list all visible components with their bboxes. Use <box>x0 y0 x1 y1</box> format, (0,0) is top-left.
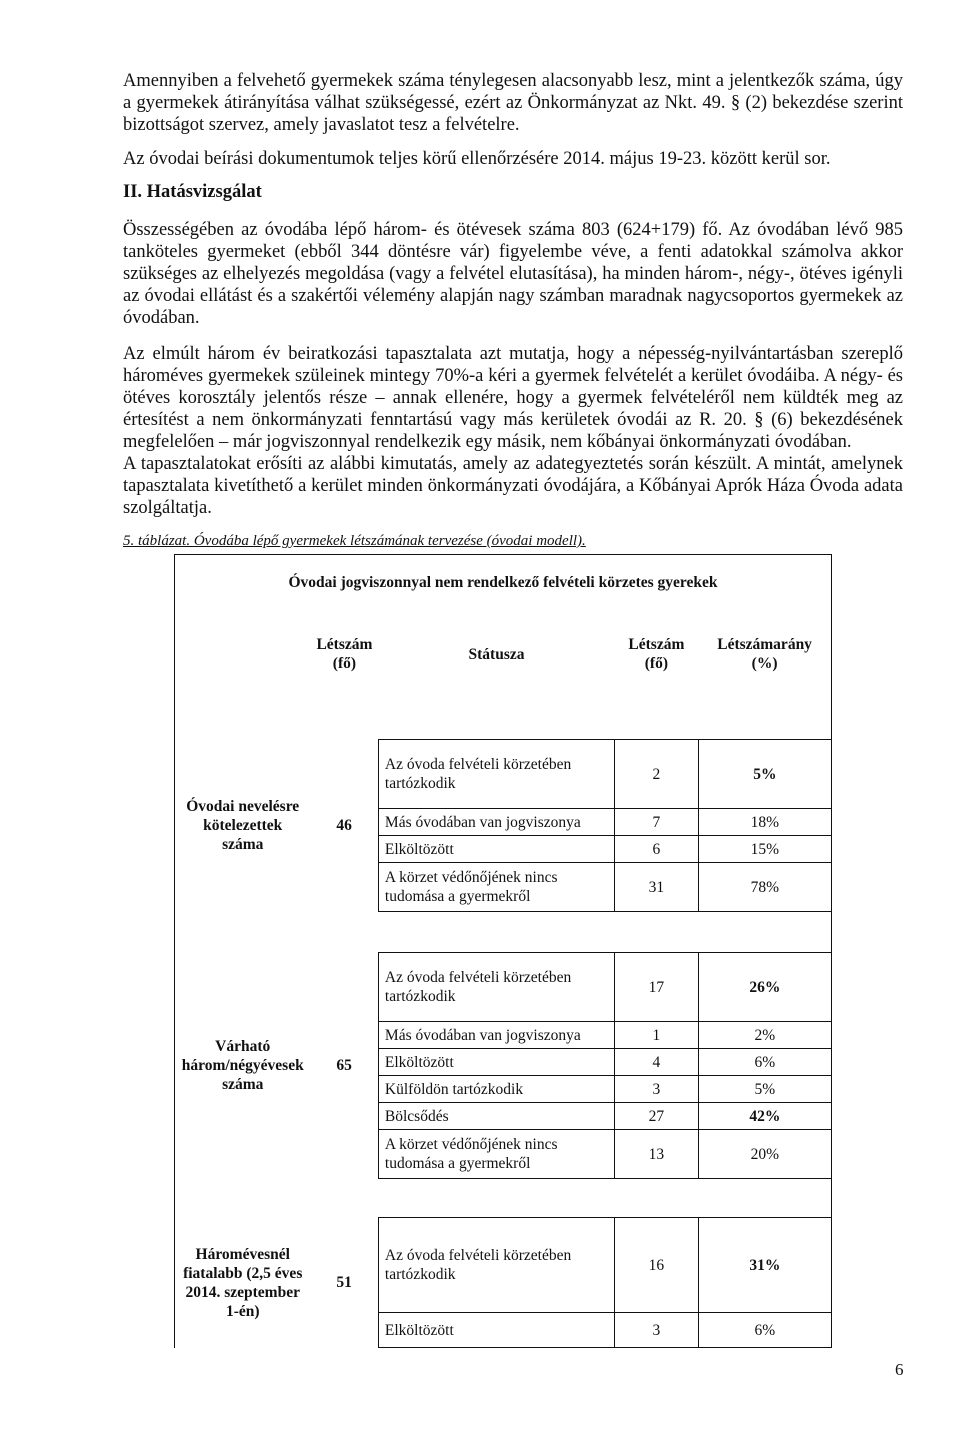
ratio-cell: 78% <box>698 863 831 912</box>
section-heading: II. Hatásvizsgálat <box>123 182 262 202</box>
ratio-cell: 20% <box>698 1130 831 1179</box>
ratio-cell: 18% <box>698 809 831 836</box>
ratio-cell: 42% <box>698 1103 831 1130</box>
status-cell: Bölcsődés <box>378 1103 614 1130</box>
table-header-row <box>175 609 832 699</box>
page-number: 6 <box>895 1360 904 1379</box>
header-count-1 <box>310 609 378 699</box>
intro-paragraph-1: Amennyiben a felvehető gyermekek száma ténylegesen alacsonyabb lesz, mint a jelentkezők száma, úgy a gyermekek átirányítása válhat szükségessé, ezért az Önkormányzat az Nkt. 49. § (2) bekezdése szerint bizottságot szervez, amely javaslatot tesz a felvételre. <box>123 71 903 135</box>
header-ratio-unit: (%) <box>751 655 778 672</box>
group-label <box>175 1218 311 1348</box>
status-cell: Más óvodában van jogviszonya <box>378 1022 614 1049</box>
section-paragraph-2: Az elmúlt három év beiratkozási tapasztalata azt mutatja, hogy a népesség-nyilvántartásban szereplő hároméves gyermekek szüleinek mintegy 70%-a kéri a gyermek felvételét a kerület óvodáiba. A négy- és ötéves korosztály jelentős része – annak ellenére, hogy a gyermek felvételéről nem küldték meg az értesítést a nem önkormányzati fenntartású vagy más kerületek óvodái az R. 20. § (6) bekezdésének megfelelően – már jogviszonnyal rendelkezik egy másik, nem kőbányai önkormányzati óvodában. <box>123 344 903 452</box>
ratio-cell: 5% <box>698 740 831 809</box>
ratio-cell: 15% <box>698 836 831 863</box>
document-page <box>123 70 903 1348</box>
ratio-cell: 6% <box>698 1313 831 1348</box>
count-cell: 13 <box>615 1130 699 1179</box>
header-status: Státusza <box>468 645 525 663</box>
status-cell: Más óvodában van jogviszonya <box>378 809 614 836</box>
status-cell: Elköltözött <box>378 1313 614 1348</box>
count-cell: 31 <box>615 863 699 912</box>
status-cell: Elköltözött <box>378 1049 614 1076</box>
header-count-1-label: Létszám <box>316 636 373 653</box>
section-paragraph-3: A tapasztalatokat erősíti az alábbi kimutatás, amely az adategyeztetés során készült. A mintát, amelynek tapasztalata kivetíthető a kerület minden önkormányzati óvodájára, a Kőbányai Aprók Háza Óvoda adata szolgáltatja. <box>123 454 903 518</box>
group-label-line: kötelezettek <box>203 817 283 834</box>
group-label-line: száma <box>222 1076 264 1093</box>
header-ratio <box>698 609 831 699</box>
count-cell: 17 <box>615 953 699 1022</box>
status-cell: Az óvoda felvételi körzetében tartózkodik <box>378 953 614 1022</box>
status-cell: Az óvoda felvételi körzetében tartózkodik <box>378 740 614 809</box>
group-spacer-row <box>175 912 832 953</box>
status-cell: Külföldön tartózkodik <box>378 1076 614 1103</box>
count-cell: 2 <box>615 740 699 809</box>
group-label <box>175 740 311 912</box>
count-cell: 27 <box>615 1103 699 1130</box>
ratio-cell: 26% <box>698 953 831 1022</box>
count-cell: 1 <box>615 1022 699 1049</box>
group-label-line: fiatalabb (2,5 éves <box>183 1264 303 1282</box>
count-cell: 3 <box>615 1313 699 1348</box>
group-label-line: Várható <box>215 1038 271 1055</box>
table-body <box>175 699 832 1348</box>
table-row <box>175 740 832 809</box>
kindergarten-table <box>174 554 832 1348</box>
section-paragraph-1: Összességében az óvodába lépő három- és ötévesek száma 803 (624+179) fő. Az óvodában lévő 985 tanköteles gyermeket (ebből 344 döntésre vár) figyelembe véve, a fenti adatokkal számolva akkor szükséges az elhelyezés megoldása (vagy a felvétel elutasítása), ha minden három-, négy-, ötéves igényli az óvodai ellátást és a szakértői vélemény alapján nagy számban maradnak nagycsoportos gyermekek az óvodában. <box>123 220 903 328</box>
group-label-line: Háromévesnél <box>195 1245 290 1263</box>
header-count-2-label: Létszám <box>628 636 685 653</box>
header-count-1-unit: (fő) <box>332 655 357 672</box>
group-count: 65 <box>336 1057 352 1074</box>
table-row <box>175 953 832 1022</box>
count-cell: 3 <box>615 1076 699 1103</box>
group-label <box>175 953 311 1179</box>
ratio-cell: 31% <box>698 1218 831 1313</box>
count-cell: 7 <box>615 809 699 836</box>
group-label-line: száma <box>222 836 264 853</box>
table-row <box>175 1218 832 1313</box>
header-count-2 <box>615 609 699 699</box>
count-cell: 16 <box>615 1218 699 1313</box>
count-cell: 6 <box>615 836 699 863</box>
status-cell: Az óvoda felvételi körzetében tartózkodik <box>378 1218 614 1313</box>
group-label-line: 1-én) <box>225 1302 260 1320</box>
ratio-cell: 5% <box>698 1076 831 1103</box>
group-label-line: Óvodai nevelésre <box>186 798 300 815</box>
group-label-line: három/négyévesek <box>181 1057 304 1074</box>
group-spacer-row <box>175 1179 832 1218</box>
table-title: Óvodai jogviszonnyal nem rendelkező felvételi körzetes gyerekek <box>175 555 832 610</box>
table-caption: 5. táblázat. Óvodába lépő gyermekek létszámának tervezése (óvodai modell). <box>123 533 586 549</box>
ratio-cell: 2% <box>698 1022 831 1049</box>
header-ratio-label: Létszámarány <box>717 636 812 653</box>
group-label-line: 2014. szeptember <box>185 1283 300 1301</box>
ratio-cell: 6% <box>698 1049 831 1076</box>
table-title-row <box>175 555 832 610</box>
group-count: 46 <box>336 817 352 834</box>
status-cell: A körzet védőnőjének nincs tudomása a gyermekről <box>378 1130 614 1179</box>
status-cell: A körzet védőnőjének nincs tudomása a gyermekről <box>378 863 614 912</box>
status-cell: Elköltözött <box>378 836 614 863</box>
count-cell: 4 <box>615 1049 699 1076</box>
intro-paragraph-2: Az óvodai beírási dokumentumok teljes körű ellenőrzésére 2014. május 19-23. között kerül sor. <box>123 149 831 169</box>
group-spacer-row <box>175 699 832 740</box>
header-count-2-unit: (fő) <box>644 655 668 672</box>
group-count: 51 <box>336 1274 352 1291</box>
